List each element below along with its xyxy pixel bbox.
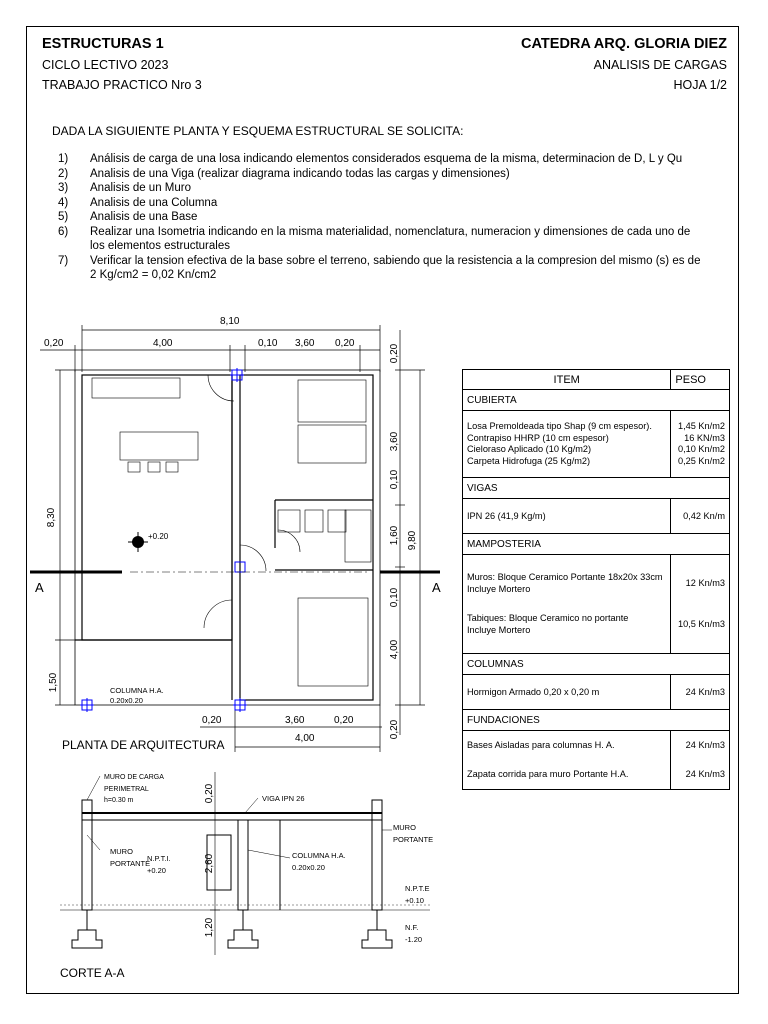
col-item-header: ITEM: [463, 370, 671, 390]
plan-title: PLANTA DE ARQUITECTURA: [62, 738, 225, 752]
level-label: +0.20: [148, 532, 169, 541]
perimeter-wall-label: MURO DE CARGA PERIMETRAL h=0.30 m: [104, 774, 164, 804]
task-item: 4) Analisis de una Columna: [58, 196, 218, 209]
dim-bottom: 3,60: [285, 715, 305, 726]
plan-walls: [75, 370, 380, 705]
section-mark-left: A: [35, 580, 44, 595]
dim-top: 4,00: [153, 338, 173, 349]
table-header-row: [463, 370, 730, 390]
dim-bottom: 0,20: [334, 715, 354, 726]
npte-label: N.P.T.E +0.10: [405, 884, 430, 905]
chair-name: CATEDRA ARQ. GLORIA DIEZ: [521, 36, 727, 52]
table-row: Bases Aisladas para columnas H. A. Zapata corrida para muro Portante H.A. 24 Kn/m3 24 Kn/m3: [463, 731, 730, 790]
table-row: Muros: Bloque Ceramico Portante 18x20x 33cm Incluye Mortero Tabiques: Bloque Ceramico no portante Incluye Mortero 12 Kn/m3 10,5 Kn/m3: [463, 555, 730, 654]
dim-bottom: 0,20: [202, 715, 222, 726]
dim-left-bottom: 1,50: [48, 672, 60, 693]
loads-table: [462, 369, 730, 790]
task-item: 2) Analisis de una Viga (realizar diagrama indicando todas las cargas y dimensiones): [58, 167, 510, 180]
section-title: CORTE A-A: [60, 966, 125, 980]
section-columnas: COLUMNAS: [463, 654, 730, 675]
dim-bottom-total: 4,00: [295, 733, 315, 744]
npti-label: N.P.T.I. +0.20: [147, 854, 171, 875]
table-row: Losa Premoldeada tipo Shap (9 cm espesor). Contrapiso HHRP (10 cm espesor) Cieloraso Aplicado (10 Kg/m2) Carpeta Hidrofuga (25 Kg/m2) 1,45 Kn/m2 16 KN/m3 0,10 Kn/m2 0,25 Kn/m2: [463, 411, 730, 478]
dim-total-right: 9,80: [407, 530, 419, 551]
dim-top: 0,20: [335, 338, 355, 349]
section-dim: 0,20: [204, 783, 216, 804]
task-item: 1) Análisis de carga de una losa indicando elementos considerados esquema de la misma, determinacion de D, L y Qu: [58, 153, 683, 165]
nf-label: N.F. -1.20: [405, 923, 423, 944]
column-label: COLUMNA H.A.: [110, 686, 164, 695]
dim-top: 0,20: [44, 338, 64, 349]
dim-left-total: 8,30: [46, 507, 58, 528]
col-peso-header: PESO: [671, 370, 730, 390]
section-vigas: VIGAS: [463, 478, 730, 499]
task-item: 3) Analisis de un Muro: [58, 182, 191, 194]
task-item: 5) Analisis de una Base: [58, 211, 198, 223]
dim-right: 0,10: [389, 469, 401, 490]
dim-right: 1,60: [389, 525, 401, 546]
subject-title: ANALISIS DE CARGAS: [593, 58, 727, 72]
section-mark-right: A: [432, 580, 441, 595]
task-item: 6) Realizar una Isometria indicando en la misma materialidad, nomenclatura, numeracion y dimensiones de cada uno de los elementos estructurales: [58, 225, 691, 252]
dim-right: 0,10: [389, 587, 401, 608]
task-item: 7) Verificar la tension efectiva de la base sobre el terreno, sabiendo que la resistencia a la compresion del mismo (s) es de 2 Kg/cm2 = 0,02 Kn/cm2: [58, 254, 701, 281]
assignment-title: TRABAJO PRACTICO Nro 3: [42, 78, 202, 92]
beam-label: VIGA IPN 26: [262, 794, 305, 803]
section-column-label: COLUMNA H.A. 0.20x0.20: [292, 851, 346, 872]
sheet-number: HOJA 1/2: [673, 78, 727, 92]
level-marker: [128, 532, 148, 552]
dim-bottom-right: 0,20: [389, 719, 401, 740]
section-dim: 1,20: [204, 917, 216, 938]
dim-right: 4,00: [389, 639, 401, 660]
course-title: ESTRUCTURAS 1: [42, 36, 164, 52]
dim-right: 0,20: [389, 343, 401, 364]
table-row: IPN 26 (41,9 Kg/m) 0,42 Kn/m: [463, 499, 730, 534]
section-cubierta: CUBIERTA: [463, 390, 730, 411]
section-mamposteria: MAMPOSTERIA: [463, 534, 730, 555]
inner-wall-label: MURO PORTANTE: [110, 847, 151, 868]
dim-top: 3,60: [295, 338, 315, 349]
table-row: Hormigon Armado 0,20 x 0,20 m 24 Kn/m3: [463, 675, 730, 710]
section-fundaciones: FUNDACIONES: [463, 710, 730, 731]
dim-top: 0,10: [258, 338, 278, 349]
right-wall-label: MURO PORTANTE: [393, 823, 434, 844]
column-size: 0.20x0.20: [110, 696, 143, 705]
section-dim: 2,60: [204, 853, 216, 874]
course-year: CICLO LECTIVO 2023: [42, 58, 169, 72]
dim-right: 3,60: [389, 431, 401, 452]
intro-text: DADA LA SIGUIENTE PLANTA Y ESQUEMA ESTRUCTURAL SE SOLICITA:: [52, 124, 464, 138]
dim-total-top: 8,10: [220, 316, 240, 327]
